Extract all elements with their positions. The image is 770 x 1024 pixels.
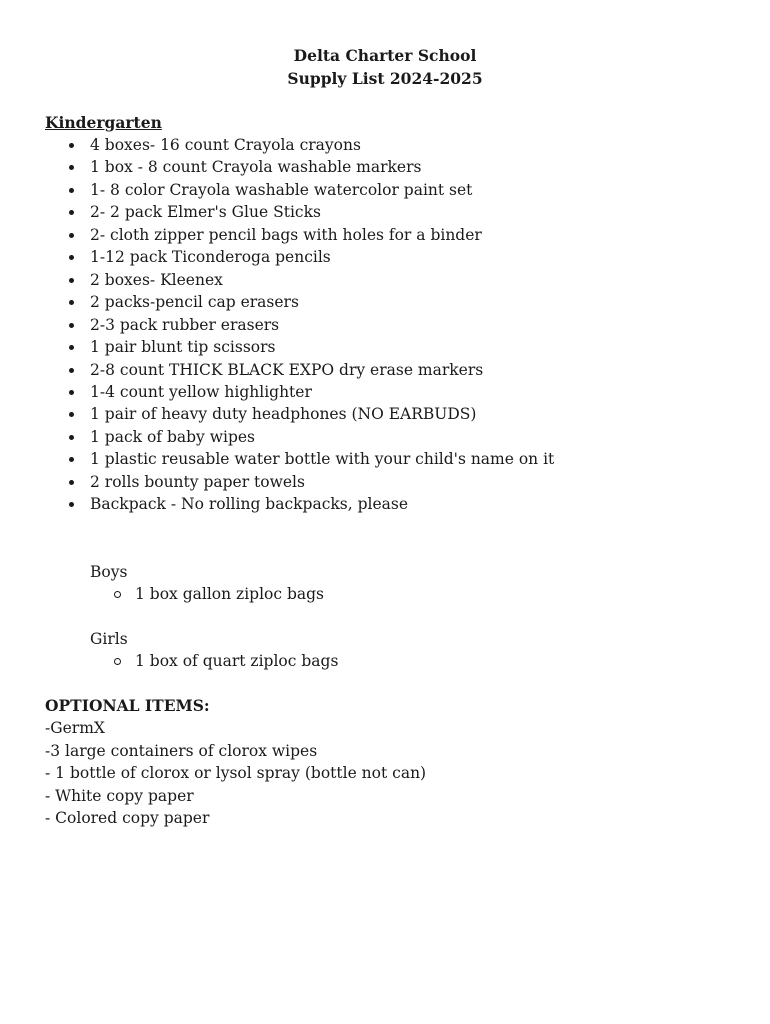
boys-label: Boys <box>90 563 128 581</box>
supply-item: 2 boxes- Kleenex <box>90 269 554 291</box>
optional-item: - Colored copy paper <box>45 809 210 827</box>
boys-item: 1 box gallon ziploc bags <box>135 583 324 606</box>
girls-label: Girls <box>90 630 128 648</box>
document-header <box>0 45 770 90</box>
supply-item: 1-4 count yellow highlighter <box>90 381 554 403</box>
supply-item: 4 boxes- 16 count Crayola crayons <box>90 134 554 156</box>
girls-item: 1 box of quart ziploc bags <box>135 650 338 673</box>
supply-item: 2-3 pack rubber erasers <box>90 314 554 336</box>
supply-item: 2- 2 pack Elmer's Glue Sticks <box>90 201 554 223</box>
optional-item: -GermX <box>45 719 105 737</box>
optional-item: -3 large containers of clorox wipes <box>45 741 318 760</box>
supply-list <box>90 134 554 516</box>
supply-item: 1 pair of heavy duty headphones (NO EARBUDS) <box>90 403 554 425</box>
supply-item: 1 plastic reusable water bottle with your child's name on it <box>90 448 554 470</box>
supply-item: 1- 8 color Crayola washable watercolor paint set <box>90 179 554 201</box>
school-name: Delta Charter School <box>293 46 477 65</box>
supply-item: 2-8 count THICK BLACK EXPO dry erase markers <box>90 359 554 381</box>
optional-item: - 1 bottle of clorox or lysol spray (bottle not can) <box>45 764 427 782</box>
grade-heading: Kindergarten <box>45 113 162 132</box>
optional-heading: OPTIONAL ITEMS: <box>45 696 210 715</box>
supply-item: 1-12 pack Ticonderoga pencils <box>90 246 554 268</box>
document-title: Supply List 2024-2025 <box>287 68 483 88</box>
supply-item: 2 rolls bounty paper towels <box>90 471 554 493</box>
supply-item: 2 packs-pencil cap erasers <box>90 291 554 313</box>
girls-list <box>135 650 338 673</box>
supply-item: Backpack - No rolling backpacks, please <box>90 493 554 515</box>
boys-list <box>135 583 324 606</box>
supply-item: 1 pack of baby wipes <box>90 426 554 448</box>
supply-item: 1 box - 8 count Crayola washable markers <box>90 156 554 178</box>
supply-item: 1 pair blunt tip scissors <box>90 336 554 358</box>
supply-item: 2- cloth zipper pencil bags with holes for a binder <box>90 224 554 246</box>
optional-list <box>45 717 426 830</box>
optional-item: - White copy paper <box>45 786 194 805</box>
